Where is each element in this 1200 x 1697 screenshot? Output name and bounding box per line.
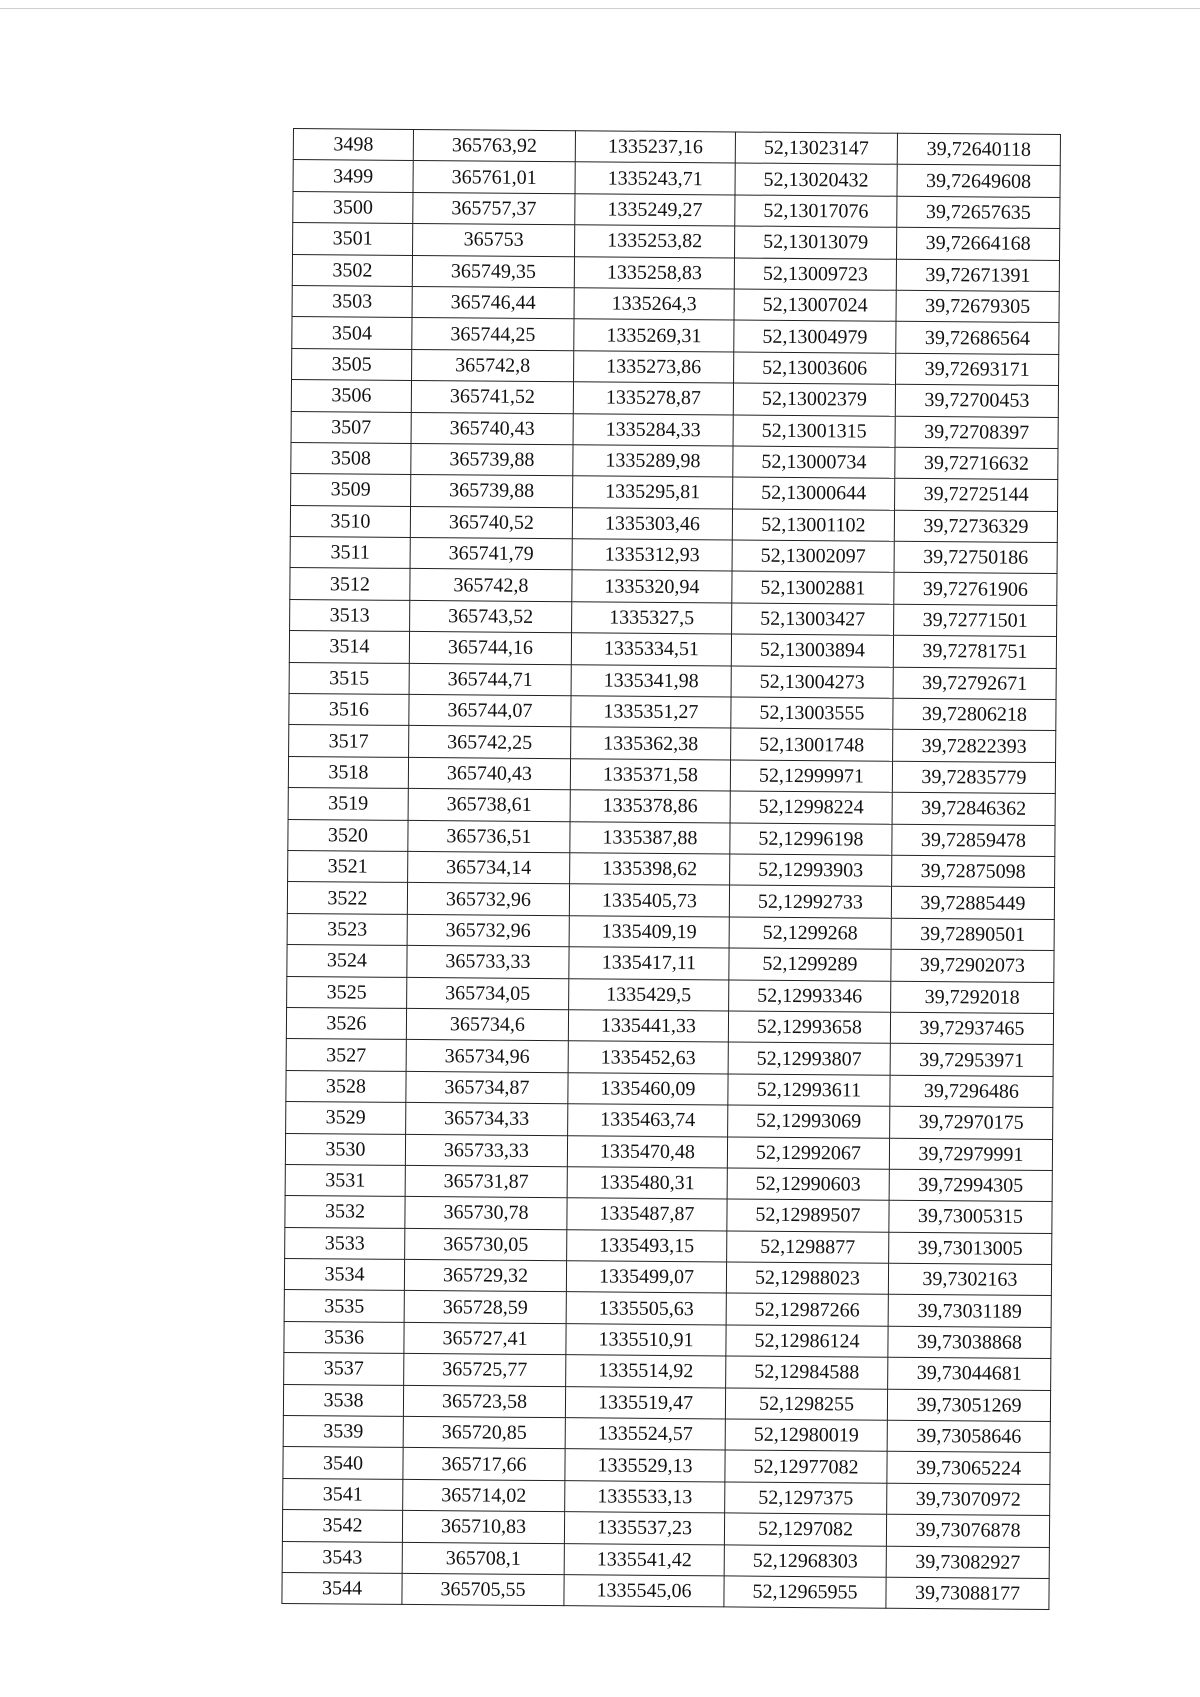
y-coordinate-cell: 1335505,63 (566, 1292, 726, 1325)
point-number-cell: 3531 (285, 1164, 405, 1196)
latitude-cell: 52,13001315 (733, 414, 895, 447)
longitude-cell: 39,72859478 (892, 824, 1055, 857)
x-coordinate-cell: 365744,25 (412, 318, 574, 351)
x-coordinate-cell: 365749,35 (412, 255, 574, 288)
x-coordinate-cell: 365740,52 (410, 506, 572, 539)
point-number-cell: 3544 (282, 1572, 402, 1604)
x-coordinate-cell: 365757,37 (413, 192, 575, 225)
x-coordinate-cell: 365738,61 (408, 789, 570, 822)
y-coordinate-cell: 1335541,42 (564, 1543, 724, 1576)
latitude-cell: 52,12987266 (726, 1293, 888, 1326)
longitude-cell: 39,7296486 (890, 1075, 1053, 1108)
y-coordinate-cell: 1335362,38 (571, 727, 731, 760)
y-coordinate-cell: 1335514,92 (566, 1355, 726, 1388)
x-coordinate-cell: 365723,58 (403, 1385, 565, 1418)
y-coordinate-cell: 1335463,74 (568, 1104, 728, 1137)
y-coordinate-cell: 1335249,27 (575, 193, 735, 226)
point-number-cell: 3514 (289, 631, 409, 663)
y-coordinate-cell: 1335405,73 (569, 884, 729, 917)
y-coordinate-cell: 1335409,19 (569, 915, 729, 948)
latitude-cell: 52,12990603 (727, 1168, 889, 1201)
y-coordinate-cell: 1335537,23 (564, 1512, 724, 1545)
longitude-cell: 39,72716632 (895, 447, 1058, 480)
x-coordinate-cell: 365730,05 (405, 1228, 567, 1261)
point-number-cell: 3541 (283, 1478, 403, 1510)
point-number-cell: 3505 (292, 348, 412, 380)
x-coordinate-cell: 365742,8 (410, 569, 572, 602)
point-number-cell: 3511 (290, 537, 410, 569)
x-coordinate-cell: 365714,02 (403, 1479, 565, 1512)
point-number-cell: 3532 (285, 1196, 405, 1228)
y-coordinate-cell: 1335284,33 (573, 413, 733, 446)
x-coordinate-cell: 365734,6 (406, 1008, 568, 1041)
table-row (282, 1572, 1049, 1609)
y-coordinate-cell: 1335253,82 (575, 225, 735, 258)
point-number-cell: 3512 (290, 568, 410, 600)
point-number-cell: 3533 (285, 1227, 405, 1259)
y-coordinate-cell: 1335533,13 (565, 1480, 725, 1513)
y-coordinate-cell: 1335351,27 (571, 696, 731, 729)
longitude-cell: 39,72693171 (896, 353, 1059, 386)
longitude-cell: 39,72902073 (891, 949, 1054, 982)
latitude-cell: 52,12992067 (727, 1136, 889, 1169)
point-number-cell: 3536 (284, 1321, 404, 1353)
longitude-cell: 39,72761906 (894, 573, 1057, 606)
y-coordinate-cell: 1335429,5 (569, 978, 729, 1011)
x-coordinate-cell: 365731,87 (405, 1165, 567, 1198)
longitude-cell: 39,72979991 (889, 1138, 1052, 1171)
y-coordinate-cell: 1335493,15 (567, 1229, 727, 1262)
point-number-cell: 3519 (288, 788, 408, 820)
longitude-cell: 39,72771501 (894, 604, 1057, 637)
x-coordinate-cell: 365742,25 (409, 726, 571, 759)
x-coordinate-cell: 365728,59 (404, 1291, 566, 1324)
latitude-cell: 52,13002379 (733, 383, 895, 416)
y-coordinate-cell: 1335312,93 (572, 539, 732, 572)
x-coordinate-cell: 365734,14 (408, 851, 570, 884)
latitude-cell: 52,12998224 (730, 791, 892, 824)
x-coordinate-cell: 365710,83 (402, 1511, 564, 1544)
x-coordinate-cell: 365727,41 (404, 1322, 566, 1355)
x-coordinate-cell: 365725,77 (404, 1354, 566, 1387)
x-coordinate-cell: 365739,88 (411, 443, 573, 476)
point-number-cell: 3508 (291, 442, 411, 474)
point-number-cell: 3543 (282, 1541, 402, 1573)
y-coordinate-cell: 1335487,87 (567, 1198, 727, 1231)
x-coordinate-cell: 365744,71 (409, 663, 571, 696)
longitude-cell: 39,72708397 (895, 416, 1058, 449)
scan-edge-line (0, 8, 1200, 9)
point-number-cell: 3523 (287, 913, 407, 945)
latitude-cell: 52,12965955 (724, 1576, 886, 1609)
longitude-cell: 39,72686564 (896, 322, 1059, 355)
y-coordinate-cell: 1335452,63 (568, 1041, 728, 1074)
x-coordinate-cell: 365742,8 (412, 349, 574, 382)
latitude-cell: 52,13003606 (734, 352, 896, 385)
latitude-cell: 52,12977082 (725, 1450, 887, 1483)
x-coordinate-cell: 365734,33 (406, 1103, 568, 1136)
longitude-cell: 39,72875098 (892, 855, 1055, 888)
longitude-cell: 39,72679305 (896, 290, 1059, 323)
y-coordinate-cell: 1335289,98 (573, 445, 733, 478)
longitude-cell: 39,72671391 (896, 259, 1059, 292)
point-number-cell: 3518 (288, 756, 408, 788)
point-number-cell: 3513 (290, 599, 410, 631)
x-coordinate-cell: 365732,96 (407, 914, 569, 947)
point-number-cell: 3502 (292, 254, 412, 286)
y-coordinate-cell: 1335237,16 (575, 131, 735, 164)
latitude-cell: 52,12993611 (728, 1074, 890, 1107)
longitude-cell: 39,73088177 (886, 1577, 1049, 1610)
point-number-cell: 3498 (293, 129, 413, 161)
longitude-cell: 39,72806218 (893, 698, 1056, 731)
x-coordinate-cell: 365741,79 (410, 538, 572, 571)
longitude-cell: 39,72640118 (897, 133, 1060, 166)
longitude-cell: 39,73005315 (889, 1200, 1052, 1233)
latitude-cell: 52,13001748 (731, 728, 893, 761)
point-number-cell: 3517 (289, 725, 409, 757)
y-coordinate-cell: 1335264,3 (574, 288, 734, 321)
point-number-cell: 3538 (283, 1384, 403, 1416)
longitude-cell: 39,7302163 (888, 1263, 1051, 1296)
longitude-cell: 39,72835779 (892, 761, 1055, 794)
x-coordinate-cell: 365753 (413, 224, 575, 257)
coordinates-table-body (282, 129, 1061, 1610)
longitude-cell: 39,72781751 (893, 635, 1056, 668)
point-number-cell: 3522 (287, 882, 407, 914)
y-coordinate-cell: 1335243,71 (575, 162, 735, 195)
x-coordinate-cell: 365734,05 (407, 977, 569, 1010)
longitude-cell: 39,72750186 (894, 541, 1057, 574)
latitude-cell: 52,13009723 (734, 258, 896, 291)
latitude-cell: 52,12989507 (727, 1199, 889, 1232)
y-coordinate-cell: 1335327,5 (572, 602, 732, 635)
latitude-cell: 52,1297375 (725, 1482, 887, 1515)
latitude-cell: 52,1299289 (729, 948, 891, 981)
y-coordinate-cell: 1335524,57 (565, 1418, 725, 1451)
longitude-cell: 39,72846362 (892, 792, 1055, 825)
point-number-cell: 3506 (291, 380, 411, 412)
latitude-cell: 52,12992733 (729, 885, 891, 918)
x-coordinate-cell: 365761,01 (413, 161, 575, 194)
latitude-cell: 52,12988023 (726, 1262, 888, 1295)
point-number-cell: 3527 (286, 1039, 406, 1071)
x-coordinate-cell: 365746,44 (412, 286, 574, 319)
longitude-cell: 39,72649608 (897, 165, 1060, 198)
longitude-cell: 39,72890501 (891, 918, 1054, 951)
point-number-cell: 3540 (283, 1447, 403, 1479)
y-coordinate-cell: 1335387,88 (570, 821, 730, 854)
y-coordinate-cell: 1335273,86 (574, 350, 734, 383)
point-number-cell: 3535 (284, 1290, 404, 1322)
point-number-cell: 3507 (291, 411, 411, 443)
point-number-cell: 3516 (289, 694, 409, 726)
x-coordinate-cell: 365720,85 (403, 1416, 565, 1449)
latitude-cell: 52,12980019 (725, 1419, 887, 1452)
latitude-cell: 52,13004979 (734, 320, 896, 353)
latitude-cell: 52,13020432 (735, 163, 897, 196)
longitude-cell: 39,73065224 (887, 1452, 1050, 1485)
x-coordinate-cell: 365733,33 (407, 946, 569, 979)
y-coordinate-cell: 1335398,62 (570, 853, 730, 886)
longitude-cell: 39,72937465 (890, 1012, 1053, 1045)
point-number-cell: 3504 (292, 317, 412, 349)
latitude-cell: 52,13000644 (733, 477, 895, 510)
longitude-cell: 39,72970175 (890, 1106, 1053, 1139)
latitude-cell: 52,13003427 (732, 603, 894, 636)
longitude-cell: 39,73044681 (888, 1357, 1051, 1390)
point-number-cell: 3526 (286, 1007, 406, 1039)
latitude-cell: 52,13003555 (731, 697, 893, 730)
point-number-cell: 3521 (288, 850, 408, 882)
y-coordinate-cell: 1335269,31 (574, 319, 734, 352)
y-coordinate-cell: 1335460,09 (568, 1072, 728, 1105)
point-number-cell: 3542 (282, 1510, 402, 1542)
x-coordinate-cell: 365740,43 (408, 757, 570, 790)
latitude-cell: 52,13007024 (734, 289, 896, 322)
latitude-cell: 52,12986124 (726, 1325, 888, 1358)
longitude-cell: 39,72792671 (893, 667, 1056, 700)
y-coordinate-cell: 1335303,46 (572, 507, 732, 540)
point-number-cell: 3520 (288, 819, 408, 851)
latitude-cell: 52,1298255 (725, 1388, 887, 1421)
x-coordinate-cell: 365744,16 (409, 632, 571, 665)
y-coordinate-cell: 1335529,13 (565, 1449, 725, 1482)
x-coordinate-cell: 365730,78 (405, 1197, 567, 1230)
longitude-cell: 39,72664168 (896, 227, 1059, 260)
x-coordinate-cell: 365734,96 (406, 1040, 568, 1073)
point-number-cell: 3509 (291, 474, 411, 506)
y-coordinate-cell: 1335258,83 (574, 256, 734, 289)
point-number-cell: 3525 (287, 976, 407, 1008)
longitude-cell: 39,72953971 (890, 1044, 1053, 1077)
point-number-cell: 3539 (283, 1415, 403, 1447)
x-coordinate-cell: 365732,96 (407, 883, 569, 916)
point-number-cell: 3499 (293, 160, 413, 192)
latitude-cell: 52,1297082 (724, 1513, 886, 1546)
y-coordinate-cell: 1335510,91 (566, 1324, 726, 1357)
coordinates-table (281, 128, 1061, 1610)
longitude-cell: 39,72822393 (893, 730, 1056, 763)
y-coordinate-cell: 1335480,31 (567, 1167, 727, 1200)
point-number-cell: 3524 (287, 945, 407, 977)
y-coordinate-cell: 1335470,48 (567, 1135, 727, 1168)
longitude-cell: 39,73031189 (888, 1295, 1051, 1328)
y-coordinate-cell: 1335441,33 (568, 1010, 728, 1043)
latitude-cell: 52,12993807 (728, 1042, 890, 1075)
point-number-cell: 3510 (290, 505, 410, 537)
latitude-cell: 52,12993346 (729, 979, 891, 1012)
latitude-cell: 52,1299268 (729, 917, 891, 950)
point-number-cell: 3530 (285, 1133, 405, 1165)
latitude-cell: 52,12993658 (728, 1011, 890, 1044)
y-coordinate-cell: 1335278,87 (573, 382, 733, 415)
longitude-cell: 39,72700453 (895, 384, 1058, 417)
longitude-cell: 39,73013005 (889, 1232, 1052, 1265)
longitude-cell: 39,73076878 (886, 1514, 1049, 1547)
x-coordinate-cell: 365733,33 (405, 1134, 567, 1167)
longitude-cell: 39,72657635 (897, 196, 1060, 229)
latitude-cell: 52,13003894 (731, 634, 893, 667)
point-number-cell: 3501 (293, 223, 413, 255)
y-coordinate-cell: 1335371,58 (570, 759, 730, 792)
y-coordinate-cell: 1335417,11 (569, 947, 729, 980)
latitude-cell: 52,12984588 (726, 1356, 888, 1389)
latitude-cell: 52,12993903 (730, 854, 892, 887)
latitude-cell: 52,13017076 (735, 195, 897, 228)
longitude-cell: 39,72736329 (894, 510, 1057, 543)
longitude-cell: 39,73051269 (887, 1389, 1050, 1422)
y-coordinate-cell: 1335295,81 (573, 476, 733, 509)
y-coordinate-cell: 1335545,06 (564, 1575, 724, 1608)
latitude-cell: 52,12993069 (728, 1105, 890, 1138)
longitude-cell: 39,72725144 (895, 479, 1058, 512)
point-number-cell: 3515 (289, 662, 409, 694)
latitude-cell: 52,12968303 (724, 1545, 886, 1578)
latitude-cell: 52,13001102 (732, 509, 894, 542)
x-coordinate-cell: 365736,51 (408, 820, 570, 853)
latitude-cell: 52,13002097 (732, 540, 894, 573)
y-coordinate-cell: 1335334,51 (571, 633, 731, 666)
x-coordinate-cell: 365734,87 (406, 1071, 568, 1104)
latitude-cell: 52,13004273 (731, 666, 893, 699)
y-coordinate-cell: 1335499,07 (566, 1261, 726, 1294)
x-coordinate-cell: 365763,92 (413, 129, 575, 162)
x-coordinate-cell: 365744,07 (409, 694, 571, 727)
longitude-cell: 39,73082927 (886, 1546, 1049, 1579)
point-number-cell: 3503 (292, 285, 412, 317)
x-coordinate-cell: 365717,66 (403, 1448, 565, 1481)
document-page (293, 128, 1060, 1604)
longitude-cell: 39,73070972 (887, 1483, 1050, 1516)
point-number-cell: 3537 (284, 1353, 404, 1385)
longitude-cell: 39,72994305 (889, 1169, 1052, 1202)
point-number-cell: 3528 (286, 1070, 406, 1102)
latitude-cell: 52,12996198 (730, 823, 892, 856)
latitude-cell: 52,1298877 (727, 1231, 889, 1264)
y-coordinate-cell: 1335378,86 (570, 790, 730, 823)
longitude-cell: 39,73038868 (888, 1326, 1051, 1359)
latitude-cell: 52,13023147 (735, 132, 897, 165)
x-coordinate-cell: 365741,52 (411, 381, 573, 414)
x-coordinate-cell: 365743,52 (410, 600, 572, 633)
point-number-cell: 3500 (293, 191, 413, 223)
x-coordinate-cell: 365740,43 (411, 412, 573, 445)
latitude-cell: 52,12999971 (730, 760, 892, 793)
x-coordinate-cell: 365739,88 (411, 475, 573, 508)
longitude-cell: 39,72885449 (891, 887, 1054, 920)
latitude-cell: 52,13002881 (732, 571, 894, 604)
latitude-cell: 52,13013079 (734, 226, 896, 259)
point-number-cell: 3534 (284, 1259, 404, 1291)
point-number-cell: 3529 (286, 1102, 406, 1134)
longitude-cell: 39,7292018 (891, 981, 1054, 1014)
x-coordinate-cell: 365729,32 (404, 1259, 566, 1292)
longitude-cell: 39,73058646 (887, 1420, 1050, 1453)
x-coordinate-cell: 365705,55 (402, 1573, 564, 1606)
x-coordinate-cell: 365708,1 (402, 1542, 564, 1575)
y-coordinate-cell: 1335519,47 (565, 1386, 725, 1419)
y-coordinate-cell: 1335341,98 (571, 664, 731, 697)
latitude-cell: 52,13000734 (733, 446, 895, 479)
y-coordinate-cell: 1335320,94 (572, 570, 732, 603)
